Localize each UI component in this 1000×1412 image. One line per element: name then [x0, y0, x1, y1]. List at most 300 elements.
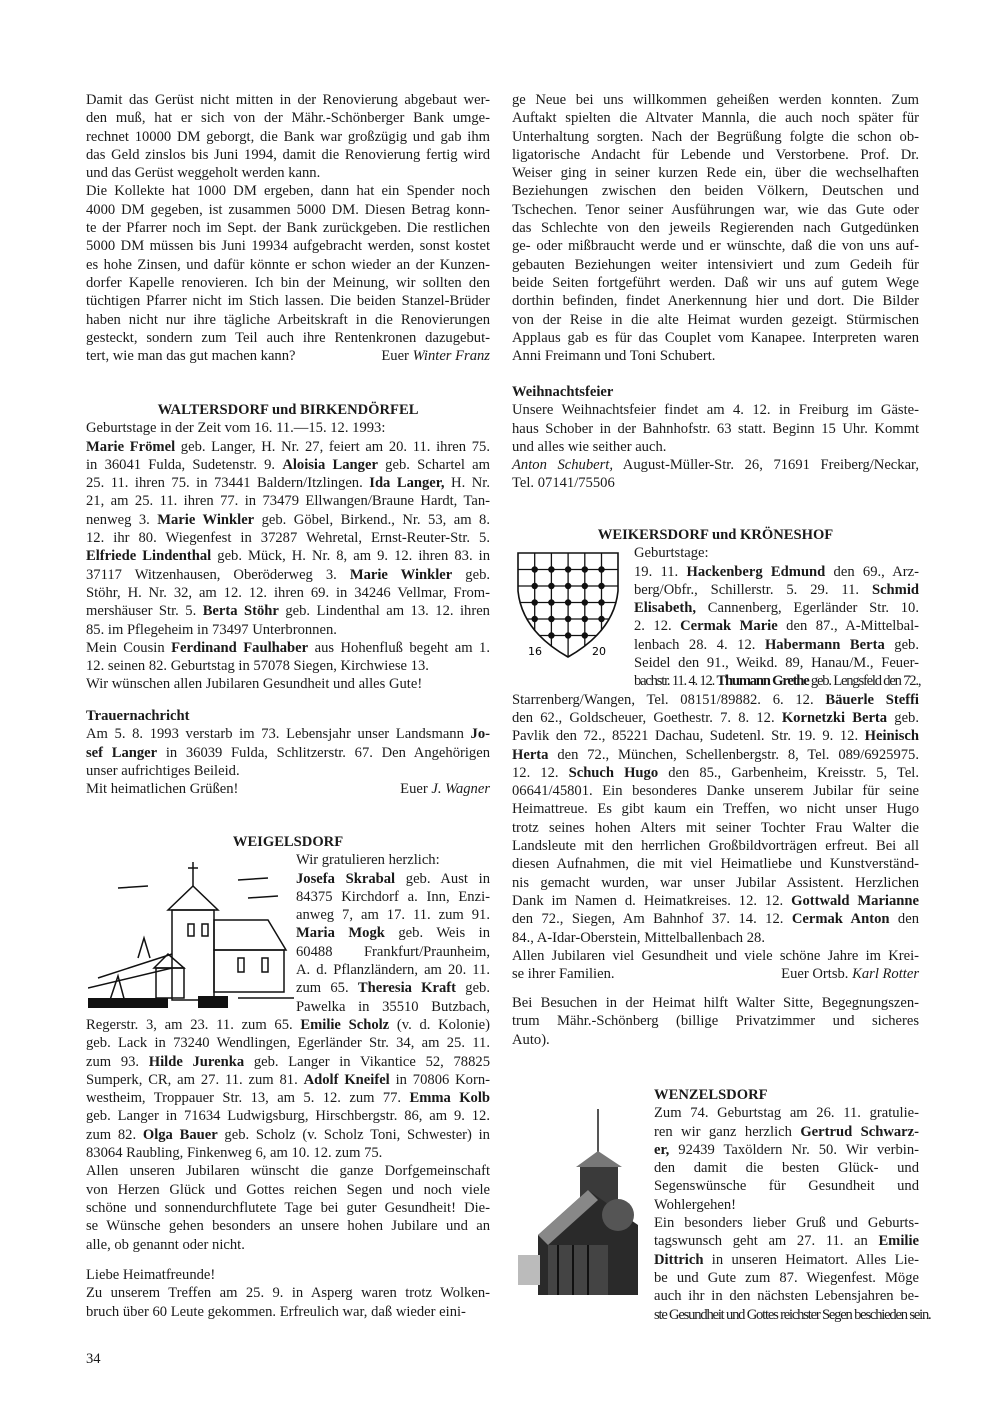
name-highlight: Hackenberg Edmund: [686, 563, 826, 580]
text-run: bachstr. 11. 4. 12.: [634, 673, 717, 690]
text-line: [86, 347, 490, 365]
text-line: [86, 566, 490, 584]
text-run: Wir gratulieren herzlich:: [296, 852, 440, 869]
text-line: [512, 164, 919, 182]
text-run: Euer: [400, 781, 432, 798]
text-run: den 69., Arz-: [825, 563, 919, 580]
text-run: Cannenberg, Egerländer Str. 10.: [696, 600, 919, 617]
name-highlight: Herta: [512, 746, 549, 763]
text-run: den 62., Goldscheuer, Goethestr. 7. 8. 12.: [512, 709, 782, 726]
text-line: [296, 998, 490, 1016]
text-run: den muß, hat er sich von der Mähr.-Schönberger Bank umge-: [86, 110, 490, 127]
waltersdorf-body: [86, 419, 490, 693]
text-line: [86, 292, 490, 310]
text-line: [86, 547, 490, 565]
text-run: das Schlechte von den jeweils Regierenden nach Gutgedünken: [512, 220, 919, 237]
text-line: [86, 1217, 490, 1235]
section-heading: WENZELSDORF: [654, 1087, 768, 1103]
section-heading: WALTERSDORF und BIRKENDÖRFEL: [157, 402, 419, 418]
name-highlight: Maria Mogk: [296, 925, 385, 942]
text-run: 5000 DM müssen bis Juni 19934 aufgebracht werden, sonst kostet: [86, 238, 490, 255]
text-run: geb.: [887, 709, 919, 726]
text-line: [512, 146, 919, 164]
text-line: [634, 599, 919, 617]
signature-name: Karl Rotter: [852, 966, 919, 983]
text-run: Allen Jubilaren viel Gesundheit und viele schöne Jahre im Krei-: [512, 947, 919, 964]
text-run: Dank im Namen d. Heimatkreises. 12. 12.: [512, 892, 792, 909]
text-run: geb. Lindenthal am 13. 12. ihren: [278, 603, 490, 620]
name-highlight: Aloisia Langer: [282, 456, 378, 473]
text-run: gesteckt, sondern zum Teil auch ihre Rentenkronen dazugebut-: [86, 329, 490, 346]
name-highlight: Hilde Jurenka: [148, 1053, 245, 1070]
text-line: [86, 164, 490, 182]
text-run: aus Hohenfluß begeht am 1.: [308, 639, 490, 656]
text-run: geb.: [456, 980, 491, 997]
text-run: (v. d. Kolonie): [389, 1016, 490, 1033]
text-run: geb. Aust in: [395, 870, 490, 887]
text-run: nenweg 3.: [86, 511, 158, 528]
text-run: Tschechen. Tenor seiner Ausführungen war, wie das Gute oder: [512, 201, 919, 218]
name-highlight: Dittrich: [654, 1251, 704, 1268]
text-line: [512, 892, 919, 910]
text-run: geb. Göbel, Birkend., Nr. 53, am 8.: [254, 511, 490, 528]
text-run: den 72., München, Schellenbergstr. 8, Tel. 089/6925975.: [548, 746, 919, 763]
text-line: [86, 128, 490, 146]
signature-name: J. Wagner: [431, 781, 490, 798]
name-highlight: Adolf Kneifel: [303, 1071, 390, 1088]
text-run: und das Gerüst weggeholt werden kann.: [86, 165, 321, 182]
text-run: Pawelka in 35510 Butzbach,: [296, 998, 490, 1015]
name-highlight: sef Langer: [86, 744, 158, 761]
text-run: Zu unserem Treffen am 25. 9. in Asperg waren trotz Wolken-: [86, 1285, 490, 1302]
text-line: [512, 474, 919, 492]
text-line: [512, 727, 919, 745]
name-highlight: Josefa Skrabal: [296, 870, 396, 887]
name-highlight: Gottwald Marianne: [791, 892, 919, 909]
text-run: Auto).: [512, 1031, 550, 1048]
text-line: [512, 456, 919, 474]
text-line: [86, 1071, 490, 1089]
text-run: haus Schober in der Bahnhofstr. 63 statt. Beginn 15 Uhr. Kommt: [512, 420, 919, 437]
text-line: [634, 581, 919, 599]
text-run: schöne und sonnendurchflutete Tage bei guter Gesundheit! Die-: [86, 1199, 490, 1216]
text-line: [86, 1126, 490, 1144]
text-run: August-Müller-Str. 26, 71691 Freiberg/Neckar,: [613, 457, 919, 474]
text-run: Auftakt spielten die Altvater Mannla, die auch noch später für: [512, 110, 919, 127]
name-highlight: Elfriede Lindenthal: [86, 548, 212, 565]
text-line: [512, 182, 919, 200]
text-run: geb. Schartel am: [377, 456, 491, 473]
text-run: Euer Ortsb.: [781, 966, 853, 983]
text-run: den 85., Garbenheim, Kreisstr. 5, Tel.: [658, 764, 920, 781]
text-line: [654, 1269, 919, 1287]
text-line: [512, 109, 919, 127]
text-line: [86, 237, 490, 255]
weihnachtsfeier-body: [512, 401, 919, 492]
text-line: [654, 1214, 919, 1232]
text-line: [512, 128, 919, 146]
text-run: Mit heimatlichen Grüßen!: [86, 781, 239, 798]
text-line: [654, 1104, 919, 1122]
text-run: Unterhaltung sorgten. Nach der Begrüßung folgte die schon ob-: [512, 128, 919, 145]
text-run: auch ihr in den nächsten Lebensjahren be-: [654, 1288, 919, 1305]
text-run: anweg 7, am 17. 11. zum 91.: [296, 907, 490, 924]
text-run: haben nicht nur ihre tägliche Arbeitskraft in die Renovierungen: [86, 311, 490, 328]
text-run: geb. Mück, H. Nr. 8, am 9. 12. ihren 83. in: [211, 548, 490, 565]
text-line: [512, 219, 919, 237]
text-line: [86, 1016, 490, 1034]
text-run: das Geld zinslos bis Juni 1994, damit die Renovierung fertig wird: [86, 146, 490, 163]
text-line: [86, 1053, 490, 1071]
text-run: zum 82.: [86, 1126, 143, 1143]
text-line: [86, 639, 490, 657]
name-highlight: Gertrud Schwarz-: [800, 1123, 919, 1140]
text-run: Beziehungen zwischen den beiden Völkern, Deutschen und: [512, 183, 919, 200]
text-line: [512, 837, 919, 855]
text-line: [512, 691, 919, 709]
text-run: 12. seinen 82. Geburtstag in 57078 Siegen, Kirchwiese 13.: [86, 658, 429, 675]
text-line: [654, 1123, 919, 1141]
text-line: [634, 672, 919, 690]
text-run: ren wir ganz herzlich: [654, 1123, 801, 1140]
text-run: A. d. Pflanzländern, am 20. 11.: [296, 962, 490, 979]
text-run: 12. 12.: [512, 764, 569, 781]
text-line: [86, 511, 490, 529]
church-drawing-illustration: [88, 858, 294, 1010]
text-line: [86, 762, 490, 780]
text-line: [512, 201, 919, 219]
text-line: [512, 709, 919, 727]
section-heading: WEIKERSDORF und KRÖNESHOF: [597, 527, 834, 543]
text-run: rechnet 10000 DM geborgt, die Bank war großzügig und gab ihm: [86, 128, 490, 145]
text-run: Mein Cousin: [86, 639, 172, 656]
line-left: [512, 965, 615, 983]
name-highlight: Emma Kolb: [409, 1090, 491, 1107]
treffen-article-continued: [512, 91, 919, 365]
text-run: westheim, Troppauer Str. 13, am 5. 12. zum 77.: [86, 1090, 410, 1107]
text-line: [512, 800, 919, 818]
text-line: [86, 91, 490, 109]
text-run: geb. Weis in: [384, 925, 490, 942]
text-line: [654, 1141, 919, 1159]
text-line: [86, 146, 490, 164]
text-line: [86, 602, 490, 620]
text-line: [512, 420, 919, 438]
text-run: den damit die besten Glück- und: [654, 1160, 919, 1177]
text-run: geb. Langer, H. Nr. 27, feiert am 20. 11. ihren 75.: [175, 438, 490, 455]
text-run: tert, wie man das gut machen kann?: [86, 348, 296, 365]
text-line: [296, 851, 490, 869]
text-line: [296, 870, 490, 888]
text-line: [512, 91, 919, 109]
text-run: tagswunsch geht am 27. 11. an: [654, 1233, 879, 1250]
text-line: [512, 746, 919, 764]
text-line: [296, 906, 490, 924]
text-run: nis gemacht wurden, war unser Jubilar Assistent. Herzlichen: [512, 874, 919, 891]
text-run: Allen unseren Jubilaren wünscht die ganze Dorfgemeinschaft: [86, 1163, 490, 1180]
text-line: [86, 201, 490, 219]
text-line: [634, 563, 919, 581]
text-line: [512, 401, 919, 419]
text-line: [296, 924, 490, 942]
text-line: [512, 819, 919, 837]
text-line: [512, 1031, 919, 1049]
name-highlight: Schuch Hugo: [568, 764, 659, 781]
chapel-photo: [518, 1105, 643, 1295]
text-run: zum 93.: [86, 1053, 149, 1070]
text-run: Anni Freimann und Toni Schubert.: [512, 348, 716, 365]
text-run: in 36039 Fulda, Schlitzerstr. 67. Den Angehörigen: [157, 744, 490, 761]
text-run: dorfer Kapelle renovieren. Ich bin der Meinung, wir sollten den: [86, 274, 490, 291]
text-run: lenbach 28. 4. 12.: [634, 636, 765, 653]
text-line: [86, 1034, 490, 1052]
text-run: Applaus gab es für das Couplet vom Kanapee. Interpreten waren: [512, 329, 919, 346]
signature: [400, 780, 490, 798]
text-run: 12. ihr 80. Wiegenfest in 37287 Wehretal, Ernst-Reuter-Str. 5.: [86, 530, 490, 547]
text-line: [86, 419, 490, 437]
name-highlight: Heinisch: [864, 728, 919, 745]
text-line: [86, 584, 490, 602]
name-highlight: Ida Langer,: [369, 475, 445, 492]
text-run: Regerstr. 3, am 23. 11. zum 65.: [86, 1016, 301, 1033]
text-line: [512, 910, 919, 928]
text-line: [512, 965, 919, 983]
trauernachricht-body: [86, 725, 490, 798]
text-line: [654, 1306, 931, 1324]
trauernachricht-section: [86, 707, 490, 798]
text-run: gebauten Beziehungen weiter intensiviert und zum Gedeih für: [512, 256, 919, 273]
text-run: Heimattreue. Es gibt kaum ein Treffen, wo nicht unser Hugo: [512, 801, 919, 818]
text-line: [86, 1089, 490, 1107]
text-run: Tel. 07141/75506: [512, 475, 615, 492]
text-line: [86, 1284, 490, 1302]
text-run: geb. Langer in 71634 Ludwigsburg, Hirschbergstr. 86, am 9. 12.: [86, 1108, 490, 1125]
text-line: [634, 654, 919, 672]
text-line: [296, 943, 490, 961]
text-run: 92439 Taxöldern Nr. 50. Wir verbin-: [669, 1141, 919, 1158]
text-run: zum 65.: [296, 980, 358, 997]
text-run: Geburtstage in der Zeit vom 16. 11.—15. 12. 1993:: [86, 420, 386, 437]
text-line: [86, 1303, 490, 1321]
text-line: [86, 256, 490, 274]
text-run: ste Gesundheit und Gottes reichster Segen beschieden sein.: [654, 1306, 931, 1323]
text-line: [296, 888, 490, 906]
name-highlight: Habermann Berta: [764, 636, 885, 653]
text-run: 84375 Kirchdorf a. Inn, Enzi-: [296, 888, 490, 905]
besuche-note: [512, 994, 919, 1049]
text-line: [86, 1107, 490, 1125]
text-line: [512, 347, 919, 365]
text-run: Unsere Weihnachtsfeier findet am 4. 12. in Freiburg im Gäste-: [512, 402, 919, 419]
text-run: geb. Lack in 73240 Wendlingen, Egerländer Str. 34, am 25. 11.: [86, 1035, 490, 1052]
text-run: und alles wie seither auch.: [512, 438, 667, 455]
text-line: [512, 237, 919, 255]
text-run: 21, am 25. 11. ihren 77. in 73479 Ellwangen/Braune Hardt, Tan-: [86, 493, 490, 510]
text-run: Euer: [381, 348, 413, 365]
name-highlight: Emilie: [878, 1233, 919, 1250]
text-line: [86, 529, 490, 547]
text-run: Geburtstage:: [634, 545, 709, 562]
name-highlight: Cermak Anton: [791, 911, 890, 928]
text-run: Ein besonders lieber Gruß und Geburts-: [654, 1215, 919, 1232]
text-line: [634, 617, 919, 635]
text-run: es hohe Zinsen, und dafür könnte er schon wieder an der Kunzen-: [86, 256, 490, 273]
text-run: 84., A-Idar-Oberstein, Mittelballenbach 28.: [512, 929, 765, 946]
text-line: [634, 636, 919, 654]
signature: [781, 965, 919, 983]
signature: [381, 347, 490, 365]
name-highlight: Marie Winkler: [349, 566, 453, 583]
emblem-number-left: 16: [528, 645, 542, 658]
text-line: [86, 274, 490, 292]
text-run: geb.: [452, 566, 491, 583]
text-line: [86, 1199, 490, 1217]
emblem-number-right: 20: [592, 645, 606, 658]
text-line: [512, 292, 919, 310]
text-run: Liebe Heimatfreunde!: [86, 1267, 216, 1283]
text-run: den 72., Siegen, Am Bahnhof 37. 14. 12.: [512, 911, 792, 928]
text-run: 4000 DM gegeben, ist zusammen 5000 DM. Diesen Betrag konn-: [86, 201, 490, 218]
section-heading: WEIGELSDORF: [232, 834, 344, 850]
text-run: mershäuser Str. 5.: [86, 603, 203, 620]
text-run: trum Mähr.-Schönberg (billige Privatzimmer und sicheres: [512, 1013, 919, 1030]
text-run: 19. 11.: [634, 563, 687, 580]
text-line: [654, 1159, 919, 1177]
text-run: in unseren Heimatort. Alles Lie-: [703, 1251, 919, 1268]
text-line: [654, 1287, 919, 1305]
text-line: [86, 474, 490, 492]
treffen-article: [86, 1266, 490, 1321]
text-run: Die Kollekte hat 1000 DM ergeben, dann hat ein Spender noch: [86, 183, 490, 200]
text-run: ge Neue bei uns willkommen geheißen werden konnten. Zum: [512, 92, 919, 108]
name-highlight: Cermak Marie: [680, 618, 778, 635]
text-line: [654, 1196, 919, 1214]
intro-article: [86, 91, 490, 365]
text-run: in 70806 Korn-: [389, 1071, 490, 1088]
text-line: [654, 1251, 919, 1269]
text-line: [296, 961, 490, 979]
text-line: [512, 764, 919, 782]
name-highlight: Kornetzki Berta: [781, 709, 888, 726]
text-run: bruch über 60 Leute gekommen. Erfreulich war, daß wieder eini-: [86, 1303, 466, 1320]
text-line: [512, 947, 919, 965]
text-line: [634, 544, 919, 562]
text-run: 83064 Raubling, Finkenweg 6, am 10. 12. zum 75.: [86, 1145, 383, 1162]
text-line: [86, 456, 490, 474]
text-line: [512, 274, 919, 292]
text-run: dorthin befinden, findet Anerkennung hier und dort. Die Bilder: [512, 293, 919, 310]
weihnachtsfeier-section: [512, 383, 919, 493]
text-line: [86, 1162, 490, 1180]
text-run: geb. Lengsfeld den 72.,: [808, 673, 921, 690]
text-line: [512, 256, 919, 274]
page-number: 34: [86, 1351, 101, 1367]
text-run: geb. Scholz (v. Scholz Toni, Schwester) in: [217, 1126, 490, 1143]
text-run: se ihrer Familien.: [512, 966, 615, 983]
text-run: Am 5. 8. 1993 verstarb im 73. Lebensjahr unser Landsmann: [86, 726, 471, 743]
text-line: [86, 109, 490, 127]
text-line: [512, 994, 919, 1012]
text-line: [512, 855, 919, 873]
text-run: berg/Obfr., Schillerstr. 5. 29. 11.: [634, 581, 872, 598]
name-highlight: Theresia Kraft: [357, 980, 457, 997]
text-line: [86, 492, 490, 510]
text-run: 06641/45801. Ein besonderes Danke unserem Jubilar für seine: [512, 783, 919, 800]
text-run: Weiser ging in seiner kurzen Rede ein, über die wechselhaften: [512, 165, 919, 182]
name-highlight: Jo-: [470, 726, 490, 743]
text-line: [86, 329, 490, 347]
text-run: von der Reise in die alte Heimat wurden gezeigt. Stürmischen: [512, 311, 919, 328]
text-run: 2. 12.: [634, 618, 681, 635]
text-run: H. Nr.: [444, 475, 490, 492]
waltersdorf-section: [86, 401, 490, 694]
text-line: [86, 1181, 490, 1199]
name-highlight: Ferdinand Faulhaber: [171, 639, 309, 656]
text-run: tüchtigen Pfarrer nicht im Stich lassen. Die beiden Stanzel-Brüder: [86, 293, 490, 310]
text-line: [86, 725, 490, 743]
text-run: 37117 Witzenhausen, Oberöderweg 3.: [86, 566, 350, 583]
text-run: geb.: [884, 636, 920, 653]
line-left: [86, 780, 238, 798]
section-heading: Trauernachricht: [86, 708, 190, 724]
text-run: Segenswünsche für Gesundheit und: [654, 1178, 919, 1195]
text-run: 60488 Frankfurt/Praunheim,: [296, 943, 490, 960]
text-run: diesen Aufnahmen, die mit viel Heimatliebe und Kunstverständ-: [512, 856, 919, 873]
text-line: [86, 438, 490, 456]
text-run: den: [889, 911, 919, 928]
text-line: [86, 1236, 490, 1254]
text-run: Sumperk, CR, am 27. 11. zum 81.: [86, 1071, 304, 1088]
text-run: 85. im Pflegeheim in 73497 Unterbronnen.: [86, 621, 337, 638]
name-highlight: Emilie Scholz: [300, 1016, 390, 1033]
text-line: [86, 744, 490, 762]
text-line: [512, 929, 919, 947]
text-run: ligatorische Andacht für Lebende und Verstorbene. Prof. Dr.: [512, 146, 919, 163]
text-run: te der Pfarrer noch im Sept. der Bank zurückgeben. Die restlichen: [86, 220, 490, 237]
text-run: geb. Langer in Vikantice 52, 78825: [244, 1053, 490, 1070]
text-run: in 36041 Fulda, Sudetenstr. 9.: [86, 456, 283, 473]
text-run: beide Seiten fortgeführt werden. Daß wir uns auf gutem Wege: [512, 274, 919, 291]
text-run: Bei Besuchen in der Heimat hilft Walter Sitte, Begegnungszen-: [512, 995, 919, 1011]
text-line: [86, 1144, 490, 1162]
text-run: Damit das Gerüst nicht mitten in der Renovierung abgebaut wer-: [86, 92, 490, 108]
signature-name: Anton Schubert,: [512, 457, 613, 474]
name-highlight: Marie Winkler: [157, 511, 255, 528]
text-line: [654, 1177, 919, 1195]
text-line: [512, 782, 919, 800]
coat-of-arms-emblem: [514, 551, 622, 661]
text-line: [512, 438, 919, 456]
text-line: [512, 1012, 919, 1030]
text-line: [86, 657, 490, 675]
text-run: Pavlik den 72., 85221 Dachau, Sudetenl. Str. 19. 9. 12.: [512, 728, 865, 745]
text-run: Zum 74. Geburtstag am 26. 11. gratulie-: [654, 1105, 919, 1122]
text-run: 25. 11. ihren 75. in 73441 Baldern/Itzlingen.: [86, 475, 370, 492]
signature-name: Winter Franz: [412, 348, 490, 365]
text-line: [86, 675, 490, 693]
text-line: [86, 780, 490, 798]
text-line: [86, 311, 490, 329]
text-run: Starrenberg/Wangen, Tel. 08151/89882. 6. 12.: [512, 691, 826, 708]
name-highlight: Olga Bauer: [142, 1126, 218, 1143]
text-line: [512, 329, 919, 347]
name-highlight: Marie Frömel: [86, 438, 176, 455]
text-line: [654, 1232, 919, 1250]
text-run: ge- oder mißbraucht werde und er wünschte, daß die von uns auf-: [512, 238, 919, 255]
text-run: Wohlergehen!: [654, 1196, 737, 1213]
text-line: [86, 219, 490, 237]
text-line: [512, 874, 919, 892]
